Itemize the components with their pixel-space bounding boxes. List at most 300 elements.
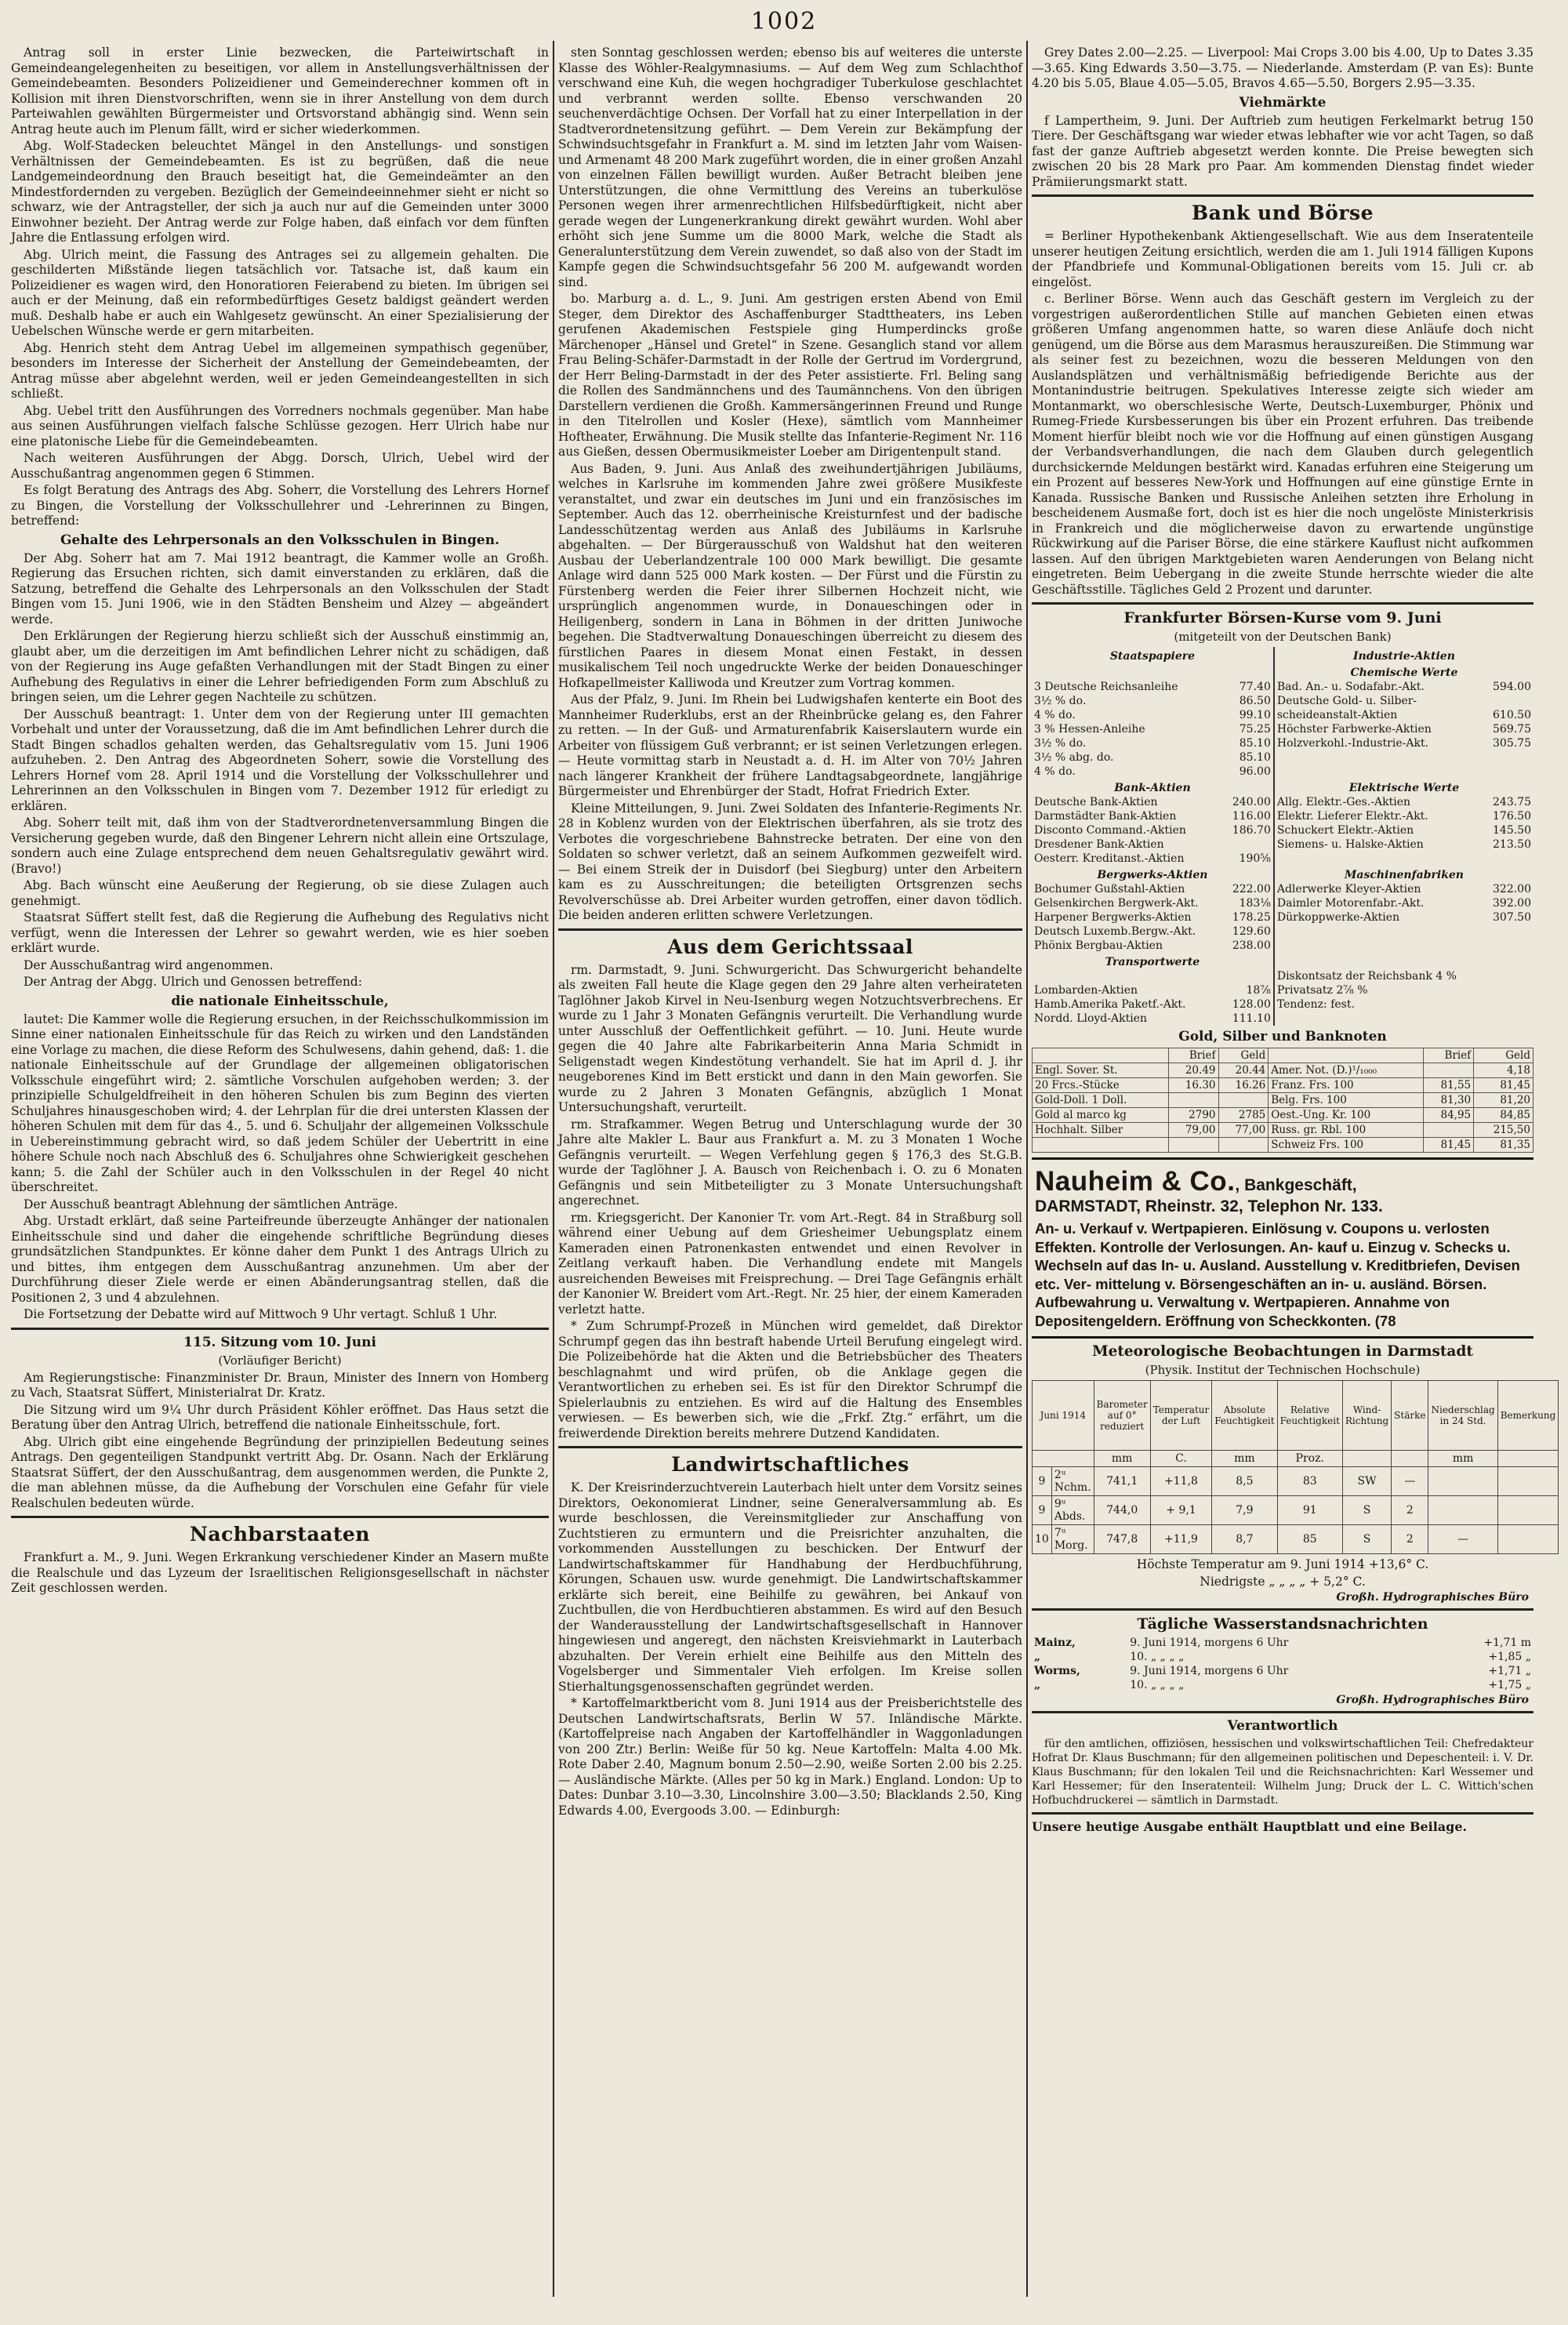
security-name: [1032, 969, 1224, 983]
section-label: Elektrische Werte: [1274, 779, 1534, 795]
paragraph: Grey Dates 2.00—2.25. — Liverpool: Mai Crops 3.00 bis 4.00, Up to Dates 3.35—3.65. King Edwards 3.50—3.75. — Niederlande. Amsterdam (P. van Es): Bunte 4.20 bis 5.05, Blaue 4.05—5.05, Bravos 4.65—5.50, Borgers 2.95—3.35.: [1032, 45, 1534, 90]
table-cell: Hochhalt. Silber: [1033, 1123, 1169, 1138]
column-header: Brief: [1424, 1048, 1474, 1063]
section-label: Maschinenfabriken: [1274, 866, 1534, 882]
paragraph: Abg. Bach wünscht eine Aeußerung der Regierung, ob sie diese Zulagen auch genehmigt.: [11, 878, 549, 908]
security-price: [1484, 997, 1534, 1012]
table-row: [1032, 1664, 1534, 1678]
security-name: Höchster Farbwerke-Aktien: [1274, 722, 1485, 736]
table-row: [1032, 708, 1534, 722]
table-cell: 91: [1277, 1496, 1342, 1525]
verant-title: Verantwortlich: [1227, 1718, 1338, 1734]
section-label: Staatspapiere: [1109, 650, 1196, 663]
security-name: [1274, 925, 1485, 939]
paragraph: Abg. Wolf-Stadecken beleuchtet Mängel in den Anstellungs- und sonstigen Verhältnissen der Gemeindebeamten. Es ist zu begrüßen, daß die neue Landgemeindeordnung den Brauch beseitigt hat, die Gemeindeämter an den Mindestfordernden zu vergeben. Bezüglich der Gemeindeeinnehmer sieht er nicht so schwarz, wie der Antragsteller, der sich ja auch nur auf die Gemeinden unter 3000 Einwohner bezieht. Der Antrag werde zur Folge haben, daß einfach vor dem fünften Jahre die Entlassung erfolgen wird.: [11, 139, 549, 245]
table-row: [1032, 809, 1534, 823]
divider: [1032, 1711, 1534, 1713]
security-name: Elektr. Lieferer Elektr.-Akt.: [1274, 809, 1485, 823]
unit-cell: [1497, 1451, 1559, 1467]
security-price: [1224, 837, 1274, 852]
security-price: 392.00: [1493, 897, 1531, 910]
unit-cell: mm: [1212, 1451, 1277, 1467]
table-cell: [1168, 1138, 1218, 1153]
temp-min: Niedrigste „ „ „ „ + 5,2° C.: [1200, 1574, 1366, 1589]
heading-viehmaerkte: Viehmärkte: [1239, 94, 1327, 111]
column-header: Absolute Feuchtigkeit: [1212, 1381, 1277, 1451]
security-name: Hamb.Amerika Paketf.-Akt.: [1034, 998, 1186, 1011]
table-cell: 10: [1033, 1525, 1052, 1554]
temp-max: Höchste Temperatur am 9. Juni 1914 +13,6° C.: [1136, 1557, 1429, 1571]
security-price: 85.10: [1239, 737, 1271, 750]
security-name: Disconto Command.-Aktien: [1034, 824, 1186, 837]
security-name: Allg. Elektr.-Ges.-Aktien: [1274, 795, 1485, 809]
security-name: [1274, 750, 1485, 765]
table-cell: S: [1342, 1496, 1391, 1525]
table-row: [1033, 1093, 1534, 1108]
table-cell: 81,45: [1474, 1078, 1534, 1093]
sitting-title: 115. Sitzung vom 10. Juni: [183, 1334, 376, 1350]
table-cell: 84,95: [1424, 1108, 1474, 1123]
table-cell: 9. Juni 1914, morgens 6 Uhr: [1130, 1665, 1289, 1677]
table-row: [1032, 983, 1534, 997]
table-cell: 9ᵘ Abds.: [1051, 1496, 1094, 1525]
table-cell: 7ᵘ Morg.: [1051, 1525, 1094, 1554]
table-cell: Russ. gr. Rbl. 100: [1269, 1123, 1424, 1138]
security-price: 99.10: [1239, 709, 1271, 721]
table-cell: [1497, 1496, 1559, 1525]
column-header: Relative Feuchtigkeit: [1277, 1381, 1342, 1451]
paragraph: Den Erklärungen der Regierung hierzu schließt sich der Ausschuß einstimmig an, glaubt aber, um die derzeitigen im Amt befindlichen Lehrer nicht zu schädigen, daß von der Regierung ins Auge gefaßten Verhandlungen mit der Stadt Bingen zu einer Aufhebung des Regulativs in einer die Lehrer befriedigenden Form zum Abschluß zu bringen seien, um die Lehrer gegen Nachteile zu schützen.: [11, 629, 549, 704]
wasserstand-table: [1032, 1636, 1534, 1692]
col3-top-paragraphs: [1032, 45, 1534, 92]
security-name: 3 % Hessen-Anleihe: [1034, 723, 1145, 736]
security-price: [1484, 939, 1534, 953]
security-name: [1274, 765, 1485, 779]
table-row: [1032, 694, 1534, 708]
table-row: [1032, 969, 1534, 983]
heading-gerichtssaal: Aus dem Gerichtssaal: [667, 935, 913, 958]
table-cell: 744,0: [1094, 1496, 1150, 1525]
table-row: [1032, 647, 1534, 663]
security-price: 77.40: [1239, 681, 1271, 693]
paragraph: rm. Darmstadt, 9. Juni. Schwurgericht. Das Schwurgericht behandelte als zweiten Fall heute die Klage gegen den 29 Jahre alten verheirateten Taglöhner Jakob Kirvel in Neu-Isenburg wegen Notzuchtsverbrechens. Er wurde zu 1 Jahr 3 Monaten Gefängnis verurteilt. Die Verhandlung wurde unter Ausschluß der Oeffentlichkeit geführt. — 10. Juni. Heute wurde gegen die 40 Jahre alte Fabrikarbeiterin Anna Maria Schmidt in Seligenstadt wegen Kindestötung verhandelt. Sie hat im April d. J. ihr neugeborenes Kind im Bett erstickt und dann in den Main geworfen. Sie wurde zu 2 Jahren 3 Monaten Gefängnis, abzüglich 1 Monat Untersuchungshaft, verurteilt.: [558, 962, 1022, 1114]
security-name: Oesterr. Kreditanst.-Aktien: [1034, 852, 1185, 865]
table-cell: Belg. Frs. 100: [1269, 1093, 1424, 1108]
unit-cell: mm: [1094, 1451, 1150, 1467]
table-cell: Worms,: [1034, 1665, 1080, 1677]
paragraph: Die Fortsetzung der Debatte wird auf Mittwoch 9 Uhr vertagt. Schluß 1 Uhr.: [24, 1307, 498, 1321]
column-header: Barometer auf 0° reduziert: [1094, 1381, 1150, 1451]
paragraph: Kleine Mitteilungen, 9. Juni. Zwei Soldaten des Infanterie-Regiments Nr. 28 in Koblenz wurden von der Elektrischen überfahren, als sie trotz des Verbotes die vorgeschriebene Bahnstrecke betraten. Der eine von den Soldaten so schwer verletzt, daß an seinem Aufkommen gezweifelt wird. — Bei einem Streik der in Duisdorf (bei Siegburg) unter den Arbeitern kam es zu Ausschreitungen; die beteiligten Ortsgrenzen sechs Revolverschüsse ab. Drei Arbeiter wurden getroffen, einer davon tödlich. Die beiden anderen erlitten schwere Verletzungen.: [558, 801, 1022, 922]
security-name: Darmstädter Bank-Aktien: [1034, 810, 1177, 823]
table-cell: +1,85 „: [1488, 1651, 1531, 1663]
table-row: [1032, 680, 1534, 694]
paragraph: * Zum Schrumpf-Prozeß in München wird gemeldet, daß Direktor Schrumpf gegen das ihn bestraft habende Urteil Berufung eingelegt wird. Die Polizeibehörde hat die Akten und die Betriebsbücher des Theaters beschlagnahmt und wird prüfen, ob die Anklage gegen die Verantwortlichen zu erheben sei. Es ist für den Direktor Schrumpf die Spielerlaubnis zu entziehen. Es wird auf die Haltung des Ensembles verwiesen. — Es bewerben sich, wie die „Frkf. Ztg.“ erfährt, um die freiwerdende Direktion bereits mehrere Dutzend Kandidaten.: [558, 1319, 1022, 1440]
security-name: Tendenz: fest.: [1274, 997, 1485, 1012]
vieh-paragraph: f Lampertheim, 9. Juni. Der Auftrieb zum heutigen Ferkelmarkt betrug 150 Tiere. Der Geschäftsgang war wieder etwas lebhafter wie vor acht Tagen, so daß fast der ganze Auftrieb abgesetzt werden konnte. Die Preise bewegten sich zwischen 20 bis 28 Mark pro Paar. Am kommenden Dienstag findet wieder Prämiierungsmarkt statt.: [1032, 113, 1534, 189]
security-name: Holzverkohl.-Industrie-Akt.: [1274, 736, 1485, 750]
unit-cell: Proz.: [1277, 1451, 1342, 1467]
security-name: Lombarden-Aktien: [1034, 984, 1138, 997]
table-cell: +11,9: [1150, 1525, 1212, 1554]
column-header: Geld: [1474, 1048, 1534, 1063]
table-cell: 2: [1392, 1525, 1428, 1554]
column-header: [1269, 1048, 1424, 1063]
table-cell: 4,18: [1474, 1063, 1534, 1078]
security-name: Privatsatz 2⅞ %: [1274, 983, 1485, 997]
paragraph: Es folgt Beratung des Antrags des Abg. Soherr, die Vorstellung des Lehrers Hornef zu Bingen, die Vorstellung der Volksschullehrer und -Lehrerinnen zu Bingen, betreffend:: [11, 483, 549, 528]
security-name: 3 Deutsche Reichsanleihe: [1034, 681, 1178, 693]
security-name: 4 % do.: [1034, 765, 1076, 778]
paragraph: K. Der Kreisrinderzuchtverein Lauterbach hielt unter dem Vorsitz seines Direktors, Oekonomierat Lindner, seine Generalversammlung ab. Es wurde beschlossen, die Vereinsmitglieder zur Anschaffung von Zuchtstieren zu ermuntern und die Preisrichter anzuhalten, die vorkommenden Ausstellungen zu beschicken. Der Entwurf der Landwirtschaftskammer für Handhabung der Herdbuchführung, Körungen, Schauen usw. wurde genehmigt. Die Landwirtschaftskammer erklärte sich bereit, eine Beihilfe zu gewähren, bei Ankauf von Zuchtbullen, die von Herdbuchtieren abstammen. Es wird auf den Besuch der Wanderausstellung der Landwirtschaftsgesellschaft in Hannover hingewiesen und angeregt, den nächsten Kreisviehmarkt in Lauterbach abzuhalten. Der Verein erhielt eine Beihilfe aus den Mitteln des Vogelsberger und Simmentaler Vieh erfolgen. Im Kreise sollen Stierhaltungsgenossenschaften gegründet werden.: [558, 1480, 1022, 1694]
security-name: Schuckert Elektr.-Aktien: [1274, 823, 1485, 837]
security-name: 3½ % do.: [1034, 695, 1087, 707]
security-name: Harpener Bergwerks-Aktien: [1034, 911, 1192, 924]
table-header-row: [1033, 1381, 1559, 1451]
section-label: Chemische Werte: [1274, 663, 1534, 680]
signature-hydro-1: Großh. Hydrographisches Büro: [1336, 1591, 1529, 1604]
table-row: [1033, 1123, 1534, 1138]
unit-cell: [1392, 1451, 1428, 1467]
table-row: [1033, 1138, 1534, 1153]
nachbar-paragraph: Frankfurt a. M., 9. Juni. Wegen Erkrankung verschiedener Kinder an Masern mußte die Realschule und das Lyzeum der Israelitischen Religionsgesellschaft in nächster Zeit geschlossen werden.: [11, 1550, 549, 1595]
section-label: Industrie-Aktien: [1274, 647, 1534, 663]
table-cell: [1218, 1138, 1269, 1153]
table-cell: Gold-Doll. 1 Doll.: [1033, 1093, 1169, 1108]
table-cell: 84,85: [1474, 1108, 1534, 1123]
column-header: Bemerkung: [1497, 1381, 1559, 1451]
sitting-subtitle: (Vorläufiger Bericht): [218, 1353, 342, 1368]
heading-bank-boerse: Bank und Börse: [1191, 202, 1374, 224]
paragraph: Abg. Ulrich meint, die Fassung des Antrages sei zu allgemein gehalten. Die geschilderten Mißstände liegen tatsächlich vor. Tatsache ist, daß kaum ein Polizeidiener es wagen wird, den Honoratioren Feierabend zu bieten. Im übrigen sei auch er der Meinung, daß ein reformbedürftiges Gesetz baldigst geändert werden muß. Deshalb habe er auch ein Wahlgesetz gewünscht. An einer Spezialisierung der Uebelschen Wünsche werde er gern mitarbeiten.: [11, 247, 549, 338]
column-2: [558, 45, 1022, 2294]
paragraph: c. Berliner Börse. Wenn auch das Geschäft gestern im Vergleich zu der vorgestrigen außerordentlichen Stille auf manchen Gebieten einen etwas größeren Umfang angenommen hatte, so waren diese Anläufe doch nicht genügend, um die Börse aus dem Marasmus herauszureißen. Die Stimmung war als seiner fest zu bezeichnen, wozu die besseren Meldungen von den Auslandsplätzen und verhältnismäßig befriedigende Berichte aus der Montanindustrie beitrugen. Spekulatives Interesse zeigte sich wieder am Montanmarkt, wo oberschlesische Werte, Deutsch-Luxemburger, Phönix und Rumeg-Friede Kursbesserungen bis über ein Prozent erfuhren. Das treibende Moment hierfür bleibt noch wie vor die Hoffnung auf einen günstigen Ausgang der Verbandsverhandlungen, die nach dem Glauben durch gelegentlich durchsickernde Meldungen bestärkt wird. Kanadas erfuhren eine Steigerung um ein Prozent auf besseres New-York und Hoffnungen auf eine günstige Ernte in Kanada. Russische Banken und Russische Anleihen setzten ihre Erholung in bescheidenem Ausmaße fort, doch ist es hier die noch ungelöste Ministerkrisis in Frankreich und die möglicherweise davon zu erwartende ungünstige Rückwirkung auf die Pariser Börse, die eine stärkere Kauflust nicht aufkommen lassen. Auf den übrigen Marktgebieten waren Aenderungen von Belang nicht eingetreten. Beim Uebergang in die zweite Stunde herrschte wieder die alte Geschäftsstille. Tägliches Geld 2 Prozent und darunter.: [1032, 292, 1534, 597]
table-cell: 20 Frcs.-Stücke: [1033, 1078, 1169, 1093]
table-cell: 79,00: [1168, 1123, 1218, 1138]
table-cell: 2785: [1218, 1108, 1269, 1123]
table-cell: SW: [1342, 1467, 1391, 1496]
table-cell: S: [1342, 1525, 1391, 1554]
paragraph: bo. Marburg a. d. L., 9. Juni. Am gestrigen ersten Abend von Emil Steger, dem Direktor des Aschaffenburger Stadttheaters, ins Leben gerufenen Akademischen Festspiele ging Humperdincks große Märchenoper „Hänsel und Gretel“ in Szene. Gesanglich stand vor allem Frau Beling-Schäfer-Darmstadt in der Rolle der Gertrud im Vordergrund, der Herr Beling-Darmstadt in der des Peter assistierte. Frl. Beling sang die Rollen des Sandmännchens und des Taumännchens. Von den übrigen Darstellern verdienen die Großh. Kammersängerinnen Freund und Runge in den Titelrollen und Kosler (Hexe), sämtlich vom Mannheimer Hoftheater, Erwähnung. Die Musik stellte das Infanterie-Regiment Nr. 116 aus Gießen, dessen Obermusikmeister Loeber am Dirigentenpult stand.: [558, 292, 1022, 459]
column-header: Wind-Richtung: [1342, 1381, 1391, 1451]
table-cell: 2ᵘ Nchm.: [1051, 1467, 1094, 1496]
unit-cell: [1033, 1451, 1094, 1467]
table-row: [1032, 765, 1534, 779]
table-cell: 2: [1392, 1496, 1428, 1525]
security-price: 116.00: [1232, 810, 1271, 823]
security-name: [1274, 939, 1485, 953]
unit-cell: C.: [1150, 1451, 1212, 1467]
table-row: [1032, 722, 1534, 736]
footer-note: Unsere heutige Ausgabe enthält Hauptblatt und eine Beilage.: [1032, 1819, 1468, 1834]
table-cell: [1424, 1123, 1474, 1138]
security-price: 129.60: [1232, 925, 1271, 938]
security-price: 86.50: [1239, 695, 1271, 707]
divider: [1032, 602, 1534, 605]
table-row: [1032, 837, 1534, 852]
security-price: 569.75: [1493, 723, 1531, 736]
column-1: [11, 45, 549, 2294]
column-header: [1033, 1048, 1169, 1063]
security-name: [1274, 852, 1485, 866]
table-row: [1032, 779, 1534, 795]
divider: [11, 1516, 549, 1518]
security-price: 111.10: [1232, 1012, 1271, 1025]
security-name: scheideanstalt-Aktien: [1274, 708, 1485, 722]
security-price: 594.00: [1493, 681, 1531, 693]
security-price: 190⅝: [1239, 852, 1271, 865]
table-cell: 9. Juni 1914, morgens 6 Uhr: [1130, 1637, 1289, 1649]
table-cell: 83: [1277, 1467, 1342, 1496]
table-row: [1032, 1012, 1534, 1026]
wasser-title: Tägliche Wasserstandsnachrichten: [1137, 1615, 1428, 1633]
security-name: 3½ % abg. do.: [1034, 751, 1114, 764]
column-rule-2: [1026, 41, 1028, 2297]
table-cell: —: [1392, 1467, 1428, 1496]
met-title: Meteorologische Beobachtungen in Darmstadt: [1092, 1343, 1473, 1360]
table-cell: [1428, 1496, 1497, 1525]
table-row: [1032, 750, 1534, 765]
table-row: [1032, 795, 1534, 809]
security-price: [1484, 852, 1534, 866]
table-cell: —: [1428, 1525, 1497, 1554]
security-price: 85.10: [1239, 751, 1271, 764]
security-price: [1484, 983, 1534, 997]
security-price: 75.25: [1239, 723, 1271, 736]
table-cell: [1168, 1093, 1218, 1108]
paragraph: Der Ausschuß beantragt Ablehnung der sämtlichen Anträge.: [24, 1197, 398, 1212]
security-name: [1274, 1012, 1485, 1026]
section-label: Bergwerks-Aktien: [1097, 869, 1208, 881]
security-name: Nordd. Lloyd-Aktien: [1034, 1012, 1147, 1025]
table-row: [1033, 1108, 1534, 1123]
table-cell: +1,75 „: [1488, 1679, 1531, 1691]
column-3: [1032, 45, 1556, 2294]
paragraph: Abg. Uebel tritt den Ausführungen des Vorredners nochmals gegenüber. Man habe aus seinen Ausführungen vielfach falsche Schlüsse gezogen. Herr Ulrich habe nur eine platonische Liebe für die Gemeindebeamten.: [11, 403, 549, 449]
subhead-gehalte: Gehalte des Lehrpersonals an den Volksschulen in Bingen.: [60, 532, 500, 548]
column-header: Geld: [1218, 1048, 1269, 1063]
ad-firm-name: Nauheim & Co.: [1035, 1166, 1236, 1197]
table-cell: 81,55: [1424, 1078, 1474, 1093]
security-price: 213.50: [1493, 838, 1531, 851]
section-label: Transportwerte: [1105, 956, 1200, 968]
security-name: Deutsche Bank-Aktien: [1034, 796, 1158, 808]
table-cell: 7,9: [1212, 1496, 1277, 1525]
table-cell: Mainz,: [1034, 1637, 1076, 1649]
unit-cell: mm: [1428, 1451, 1497, 1467]
col1-paragraphs-3: [11, 1012, 549, 1323]
security-name: Deutsch Luxemb.Bergw.-Akt.: [1034, 925, 1196, 938]
table-cell: „: [1034, 1679, 1041, 1691]
security-price: [1484, 1012, 1534, 1026]
table-cell: +1,71 m: [1483, 1637, 1531, 1649]
table-cell: 85: [1277, 1525, 1342, 1554]
table-cell: 81,35: [1474, 1138, 1534, 1153]
section-label: [1274, 953, 1534, 969]
table-row: [1032, 866, 1534, 882]
table-cell: [1428, 1467, 1497, 1496]
security-price: [1484, 925, 1534, 939]
security-price: 243.75: [1493, 796, 1531, 808]
security-price: 178.25: [1232, 911, 1271, 924]
table-row: [1032, 1636, 1534, 1650]
table-row: [1032, 939, 1534, 953]
security-price: 610.50: [1493, 709, 1531, 721]
security-name: 3½ % do.: [1034, 737, 1087, 750]
security-name: Bochumer Gußstahl-Aktien: [1034, 883, 1185, 895]
table-cell: „: [1034, 1651, 1041, 1663]
paragraph: Aus der Pfalz, 9. Juni. Im Rhein bei Ludwigshafen kenterte ein Boot des Mannheimer Ruderklubs, erst an der Rheinbrücke gelang es, den Fahrer zu retten. — In der Guß- und Armaturenfabrik Kaiserslautern wurde ein Arbeiter von flüssigem Guß verbrannt; er ist seinen Verletzungen erlegen. — Heute vormittag starb in Neustadt a. d. H. im Alter von 70½ Jahren nach längerer Krankheit der frühere Landtagsabgeordnete, langjährige Bürgermeister und Ehrenbürger der Stadt, Hofrat Friedrich Exter.: [558, 692, 1022, 798]
table-row: [1032, 823, 1534, 837]
table-cell: + 9,1: [1150, 1496, 1212, 1525]
table-cell: 741,1: [1094, 1467, 1150, 1496]
gold-silber-table: [1032, 1048, 1534, 1153]
table-cell: 8,5: [1212, 1467, 1277, 1496]
security-name: 4 % do.: [1034, 709, 1076, 721]
paragraph: Abg. Henrich steht dem Antrag Uebel im allgemeinen sympathisch gegenüber, besonders im Interesse der Sicherheit der Anstellung der Gemeindebeamten, der Antrag müsse aber abgelehnt werden, weil er jeden Gemeindeangestellten in sich schließt.: [11, 340, 549, 401]
divider: [11, 1328, 549, 1330]
security-price: 305.75: [1493, 737, 1531, 750]
table-row: [1033, 1467, 1559, 1496]
paragraph: * Kartoffelmarktbericht vom 8. Juni 1914 aus der Preisberichtstelle des Deutschen Landwirtschaftsrats, Berlin W 57. Inländische Märkte. (Kartoffelpreise nach Angaben der Kartoffelhändler in Waggonladungen von 200 Ztr.) Berlin: Weiße für 50 kg. Neue Kartoffeln: Malta 4.00 Mk. Rote Daber 2.40, Magnum bonum 2.50—2.90, weiße Sorten 2.00 bis 2.25. — Ausländische Märkte. (Alles per 50 kg in Mark.) England. London: Up to Dates: Dunbar 3.10—3.30, Lincolnshire 3.00—3.50; Blacklands 2.50, King Edwards 4.00, Evergoods 3.00. — Edinburgh:: [558, 1696, 1022, 1818]
boersen-kurse-table: [1032, 647, 1534, 1026]
verant-text: für den amtlichen, offiziösen, hessischen und volkswirtschaftlichen Teil: Chefredakteur Hofrat Dr. Klaus Buschmann; für den allgemeinen politischen und Depeschenteil: i. V. Dr. Klaus Buschmann; für den lokalen Teil und die Reichsnachrichten: Karl Wessemer und Karl Hessemer; für den Inseratenteil: Wilhelm Jung; Druck der L. C. Wittich'schen Hofbuchdruckerei — sämtlich in Darmstadt.: [1032, 1738, 1534, 1807]
section-label: [1032, 663, 1274, 680]
paragraph: Die Sitzung wird um 9¼ Uhr durch Präsident Köhler eröffnet. Das Haus setzt die Beratung über den Antrag Ulrich, betreffend die nationale Einheitsschule, fort.: [11, 1402, 549, 1432]
table-cell: [1424, 1063, 1474, 1078]
table-row: [1032, 852, 1534, 866]
column-rule-1: [553, 41, 554, 2297]
met-subtitle: (Physik. Institut der Technischen Hochschule): [1145, 1363, 1421, 1377]
ad-firm-suffix: , Bankgeschäft,: [1235, 1176, 1357, 1194]
kurs-title: Frankfurter Börsen-Kurse vom 9. Juni: [1123, 609, 1442, 627]
page-number: 1002: [750, 8, 818, 35]
column-header: Temperatur der Luft: [1150, 1381, 1212, 1451]
table-cell: 81,20: [1474, 1093, 1534, 1108]
security-price: 240.00: [1232, 796, 1271, 808]
security-price: 307.50: [1493, 911, 1531, 924]
table-cell: 747,8: [1094, 1525, 1150, 1554]
table-cell: Schweiz Frs. 100: [1269, 1138, 1424, 1153]
divider: [1032, 1608, 1534, 1611]
table-cell: Oest.-Ung. Kr. 100: [1269, 1108, 1424, 1123]
table-cell: 20.49: [1168, 1063, 1218, 1078]
security-price: 238.00: [1232, 939, 1271, 952]
security-price: [1484, 694, 1534, 708]
table-row: [1032, 910, 1534, 925]
divider: [558, 928, 1022, 931]
table-cell: 8,7: [1212, 1525, 1277, 1554]
col1-paragraphs-2: [11, 551, 549, 990]
paragraph: rm. Kriegsgericht. Der Kanonier Tr. vom Art.-Regt. 84 in Straßburg soll während einer Uebung auf dem Griesheimer Uebungsplatz einem Kameraden einen Patronenkasten entwendet und einen Revolver in Zeitlang verkauft haben. Die Verhandlung endete mit Mangels ausreichenden Beweises mit Freisprechung. — Drei Tage Gefängnis erhält der Kanonier W. Breidert vom Art.-Regt. Nr. 25 hier, der einem Kameraden verletzt hatte.: [558, 1210, 1022, 1317]
table-cell: [1497, 1467, 1559, 1496]
paragraph: Antrag soll in erster Linie bezwecken, die Parteiwirtschaft in Gemeindeangelegenheiten zu beseitigen, vor allem in Anstellungsverhältnissen der Gemeindebeamten. Besonders Polizeidiener und Gemeinderechner kommen oft in Kollision mit ihren Dienstvorschriften, wenn sie in ihrer Anstellung von dem durch Parteiwahlen gewählten Bürgermeister und Ortsvorstand abhängig sind. Wenn sein Antrag heute auch im Plenum fällt, wird er sicher wiederkommen.: [11, 45, 549, 136]
divider: [558, 1446, 1022, 1448]
security-name: Daimler Motorenfabr.-Akt.: [1274, 896, 1485, 910]
paragraph: rm. Strafkammer. Wegen Betrug und Unterschlagung wurde der 30 Jahre alte Makler L. Baur aus Frankfurt a. M. zu 3 Monaten 1 Woche Gefängnis verurteilt. — Wegen Verfehlung gegen § 176,3 des St.G.B. wurde der Taglöhner J. A. Bausch von Reichenbach i. O. zu 6 Monaten Gefängnis und sein Mitbeteiligter zu 3 Monate Untersuchungshaft angerechnet.: [558, 1117, 1022, 1208]
table-row: [1033, 1063, 1534, 1078]
col1-paragraphs-4: [11, 1371, 549, 1512]
heading-landwirtschaftliches: Landwirtschaftliches: [671, 1453, 909, 1476]
subhead-einheitsschule: die nationale Einheitsschule,: [171, 993, 389, 1009]
security-name: Diskontsatz der Reichsbank 4 %: [1274, 969, 1485, 983]
paragraph: Abg. Ulrich gibt eine eingehende Begründung der prinzipiellen Bedeutung seines Antrags. Den gegenteiligen Standpunkt vertritt Abg. Dr. Osann. Nach der Erklärung Staatsrat Süffert, der den Ausschußantrag, dem ausgenommen werden, die Punkte 2, die man ablehnen müsse, da die Aufhebung der Vorschulen eine Gefahr für viele Realschulen bedeuten würde.: [11, 1434, 549, 1510]
table-cell: 81,45: [1424, 1138, 1474, 1153]
security-name: Dresdener Bank-Aktien: [1034, 838, 1164, 851]
security-price: 222.00: [1232, 883, 1271, 895]
table-cell: 77,00: [1218, 1123, 1269, 1138]
table-cell: 16.30: [1168, 1078, 1218, 1093]
table-row: [1032, 736, 1534, 750]
security-name: Siemens- u. Halske-Aktien: [1274, 837, 1485, 852]
paragraph: lautet: Die Kammer wolle die Regierung ersuchen, in der Reichsschulkommission im Sinne einer nationalen Einheitsschule für das Reich zu wirken und den Landständen eine Vorlage zu machen, die diese Reform des Schulwesens, dahin gehend, daß: 1. die nationale Einheitsschule auf der Grundlage der allgemeinen obligatorischen Volksschule eingeführt wird; 2. sämtliche Vorschulen aufgehoben werden; 3. der prinzipielle Schulgeldfreiheit in den höheren Schulen bis zum Beginn des vierten Schuljahres hinausgeschoben wird; 4. der Lehrplan für die drei untersten Klassen der höheren Schulen mit dem für das 4., 5. und 6. Schuljahr der allgemeinen Volksschule in Uebereinstimmung gebracht wird, so daß jedem Schüler der Uebertritt in eine höhere Schule noch nach Abschluß des 6. Schuljahres ohne Schwierigkeit geschehen kann; 5. die Zahl der Schüler auch in den Volksschulen in der Regel 40 nicht überschreitet.: [11, 1012, 549, 1194]
table-cell: 9: [1033, 1496, 1052, 1525]
security-name: Phönix Bergbau-Aktien: [1034, 939, 1163, 952]
table-row: [1032, 953, 1534, 969]
units-row: [1033, 1451, 1559, 1467]
signature-hydro-2: Großh. Hydrographisches Büro: [1336, 1694, 1529, 1706]
table-cell: [1497, 1525, 1559, 1554]
meteorological-table: [1032, 1380, 1559, 1554]
security-price: [1484, 750, 1534, 765]
table-row: [1032, 663, 1534, 680]
paragraph: Nach weiteren Ausführungen der Abgg. Dorsch, Ulrich, Uebel wird der Ausschußantrag angenommen gegen 6 Stimmen.: [11, 451, 549, 481]
divider: [1032, 194, 1534, 197]
table-row: [1032, 1678, 1534, 1692]
table-row: [1033, 1525, 1559, 1554]
table-row: [1032, 896, 1534, 910]
security-price: 176.50: [1493, 810, 1531, 823]
paragraph: Am Regierungstische: Finanzminister Dr. Braun, Minister des Innern von Homberg zu Vach, Staatsrat Süffert, Ministerialrat Dr. Kratz.: [11, 1370, 549, 1400]
gericht-paragraphs: [558, 963, 1022, 1442]
paragraph: Abg. Urstadt erklärt, daß seine Parteifreunde überzeugte Anhänger der nationalen Einheitsschule sind und daher die eingehende schriftliche Begründung dieses grundsätzlichen Standpunktes. Er könne daher dem Punkt 1 des Antrags Ulrich zu und bittes, ihm entgegen dem Ausschußantrag anzunehmen. Um aber der Durchführung dieser Ziele werde er einen Abänderungsantrag stellen, daß die Positionen 2, 3 und 4 abzulehnen.: [11, 1214, 549, 1305]
table-cell: Franz. Frs. 100: [1269, 1078, 1424, 1093]
table-header-row: [1033, 1048, 1534, 1063]
security-price: [1224, 969, 1274, 983]
bank-paragraphs: [1032, 229, 1534, 598]
kurs-subtitle: (mitgeteilt von der Deutschen Bank): [1174, 630, 1392, 644]
col1-paragraphs: [11, 45, 549, 529]
landwirt-paragraphs: [558, 1480, 1022, 1818]
security-price: [1484, 765, 1534, 779]
table-cell: 2790: [1168, 1108, 1218, 1123]
table-cell: 81,30: [1424, 1093, 1474, 1108]
paragraph: Der Ausschuß beantragt: 1. Unter dem von der Regierung unter III gemachten Vorbehalt und unter der Voraussetzung, daß die im Amt befindlichen Lehrer durch die Stadt Bingen schadlos gehalten werden, das Gehaltsregulativ vom 15. Juni 1906 aufzuheben. 2. Den Antrag des Abgeordneten Soherr, sowie die Vorstellung des Lehrers Hornef vom 28. April 1914 und die Vorstellung der Volksschullehrer und Lehrerinnen an den Volksschulen in Bingen vom 7. Dezember 1912 für erledigt zu erklären.: [11, 707, 549, 813]
paragraph: Aus Baden, 9. Juni. Aus Anlaß des zweihundertjährigen Jubiläums, welches in Karlsruhe im kommenden Jahre zwei größere Musikfeste veranstaltet, und zwar ein deutsches im Juni und ein französisches im September. Auch das 12. oberrheinische Kreisturnfest und der badische Landesschützentag werden aus Anlaß des Jubiläums in Karlsruhe abgehalten. — Der Bürgerausschuß von Waldshut hat den weiteren Ausbau der Ueberlandzentrale 100 000 Mark bewilligt. Die gesamte Anlage wird dann 525 000 Mark kosten. — Der Fürst und die Fürstin zu Fürstenberg werden die Feier ihrer Silbernen Hochzeit nicht, wie ursprünglich angenommen wurde, in Donaueschingen oder in Heiligenberg, sondern in Lana in Böhmen in der dritten Juniwoche begehen. Die Stadtverwaltung Donaueschingen überreicht zu diesem des fürstlichen Paares in diesem Monat einen Festakt, in dessen musikalischem Teil noch ungedruckte Werke der beiden Donaueschinger Hofkapellmeister Kalliwoda und Kreutzer zum Vortrag kommen.: [558, 461, 1022, 690]
paragraph: Der Ausschußantrag wird angenommen.: [24, 957, 274, 972]
table-cell: [1218, 1093, 1269, 1108]
security-price: [1484, 969, 1534, 983]
security-price: 18⅞: [1246, 984, 1271, 997]
paragraph: Der Abg. Soherr hat am 7. Mai 1912 beantragt, die Kammer wolle an Großh. Regierung das Ersuchen richten, sich damit einverstanden zu erklären, daß die Satzung, betreffend die Gehalte des Lehrpersonals an den Volksschulen der Stadt Bingen vom 15. Juni 1906, wie in den Städten Bensheim und Alzey — abgeändert werde.: [11, 550, 549, 627]
ad-text: An- u. Verkauf v. Wertpapieren. Einlösung v. Coupons u. verlosten Effekten. Kontrolle der Verlosungen. An- kauf u. Einzug v. Schecks u. Wechseln auf das In- u. Ausland. Ausstellung v. Kreditbriefen, Devisen etc. Ver- mittelung v. Börsengeschäften an in- u. ausländ. Börsen. Aufbewahrung u. Verwaltung v. Wertpapieren. Annahme von Depositengeldern. Eröffnung von Scheckkonten. (78: [1035, 1220, 1520, 1329]
table-cell: +11,8: [1150, 1467, 1212, 1496]
security-price: 145.50: [1493, 824, 1531, 837]
section-label: Bank-Aktien: [1114, 782, 1191, 794]
security-price: 322.00: [1493, 883, 1531, 895]
security-price: 128.00: [1232, 998, 1271, 1011]
table-row: [1033, 1496, 1559, 1525]
column-header: Juni 1914: [1033, 1381, 1094, 1451]
paragraph: Staatsrat Süffert stellt fest, daß die Regierung die Aufhebung des Regulativs nicht verfügt, wenn die Interessen der Lehrer so gewahrt werden, wie es hier soeben erklärt wurde.: [11, 910, 549, 955]
security-name: Adlerwerke Kleyer-Aktien: [1274, 882, 1485, 896]
security-name: Deutsche Gold- u. Silber-: [1274, 694, 1485, 708]
table-cell: [1033, 1138, 1169, 1153]
security-name: Dürkoppwerke-Aktien: [1274, 910, 1485, 925]
table-cell: 10. „ „ „ „: [1130, 1679, 1185, 1691]
table-cell: 16.26: [1218, 1078, 1269, 1093]
table-cell: 215,50: [1474, 1123, 1534, 1138]
